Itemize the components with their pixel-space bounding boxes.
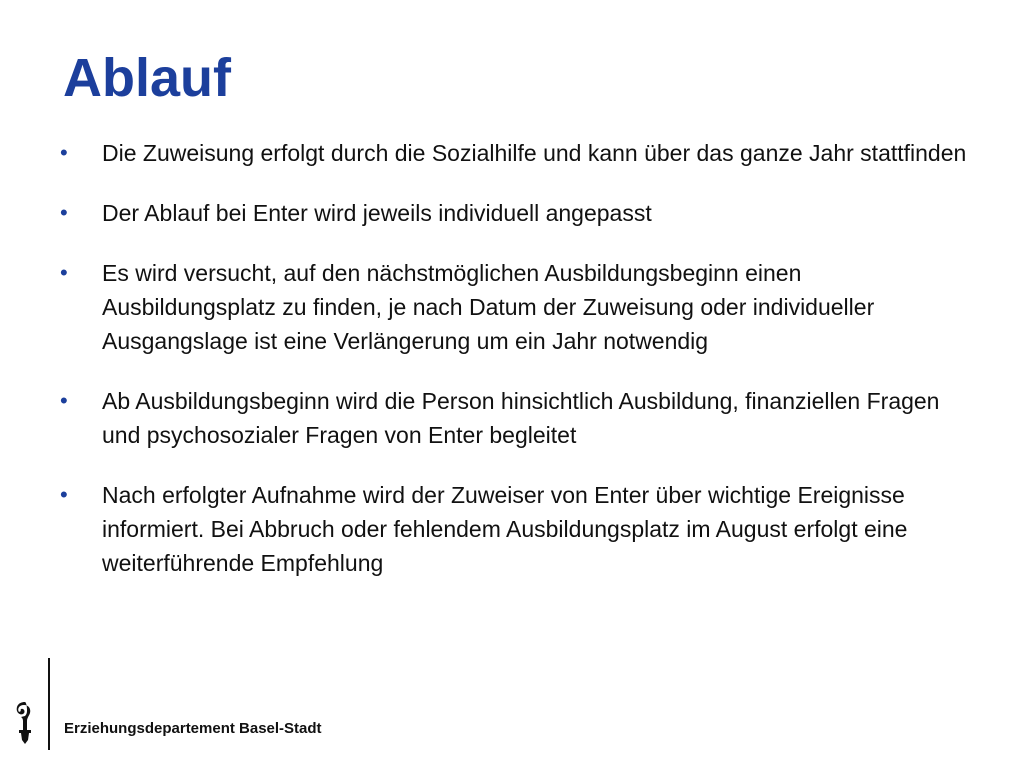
bullet-text: Die Zuweisung erfolgt durch die Sozialhilfe und kann über das ganze Jahr stattfinden [102,140,967,166]
bullet-list [60,136,980,580]
bullet-marker: • [60,388,68,413]
basel-crosier-icon [12,700,38,746]
bullet-text: Der Ablauf bei Enter wird jeweils individuell angepasst [102,200,652,226]
bullet-item [60,256,980,358]
bullet-marker: • [60,140,68,165]
footer-organization: Erziehungsdepartement Basel-Stadt [64,720,322,737]
bullet-marker: • [60,482,68,507]
footer-divider [48,658,50,750]
slide-title: Ablauf [63,48,231,108]
bullet-text: Ab Ausbildungsbeginn wird die Person hinsichtlich Ausbildung, finanziellen Fragen und psychosozialer Fragen von Enter begleitet [102,388,940,448]
bullet-item [60,384,980,452]
bullet-text: Es wird versucht, auf den nächstmöglichen Ausbildungsbeginn einen Ausbildungsplatz zu finden, je nach Datum der Zuweisung oder individueller Ausgangslage ist eine Verlängerung um ein Jahr notwendig [102,260,875,354]
bullet-item [60,136,980,170]
bullet-marker: • [60,200,68,225]
bullet-item [60,196,980,230]
bullet-item [60,478,980,580]
bullet-text: Nach erfolgter Aufnahme wird der Zuweiser von Enter über wichtige Ereignisse informiert. Bei Abbruch oder fehlendem Ausbildungsplatz im August erfolgt eine weiterführende Empfehlung [102,482,908,576]
slide-footer [0,656,1024,752]
bullet-marker: • [60,260,68,285]
